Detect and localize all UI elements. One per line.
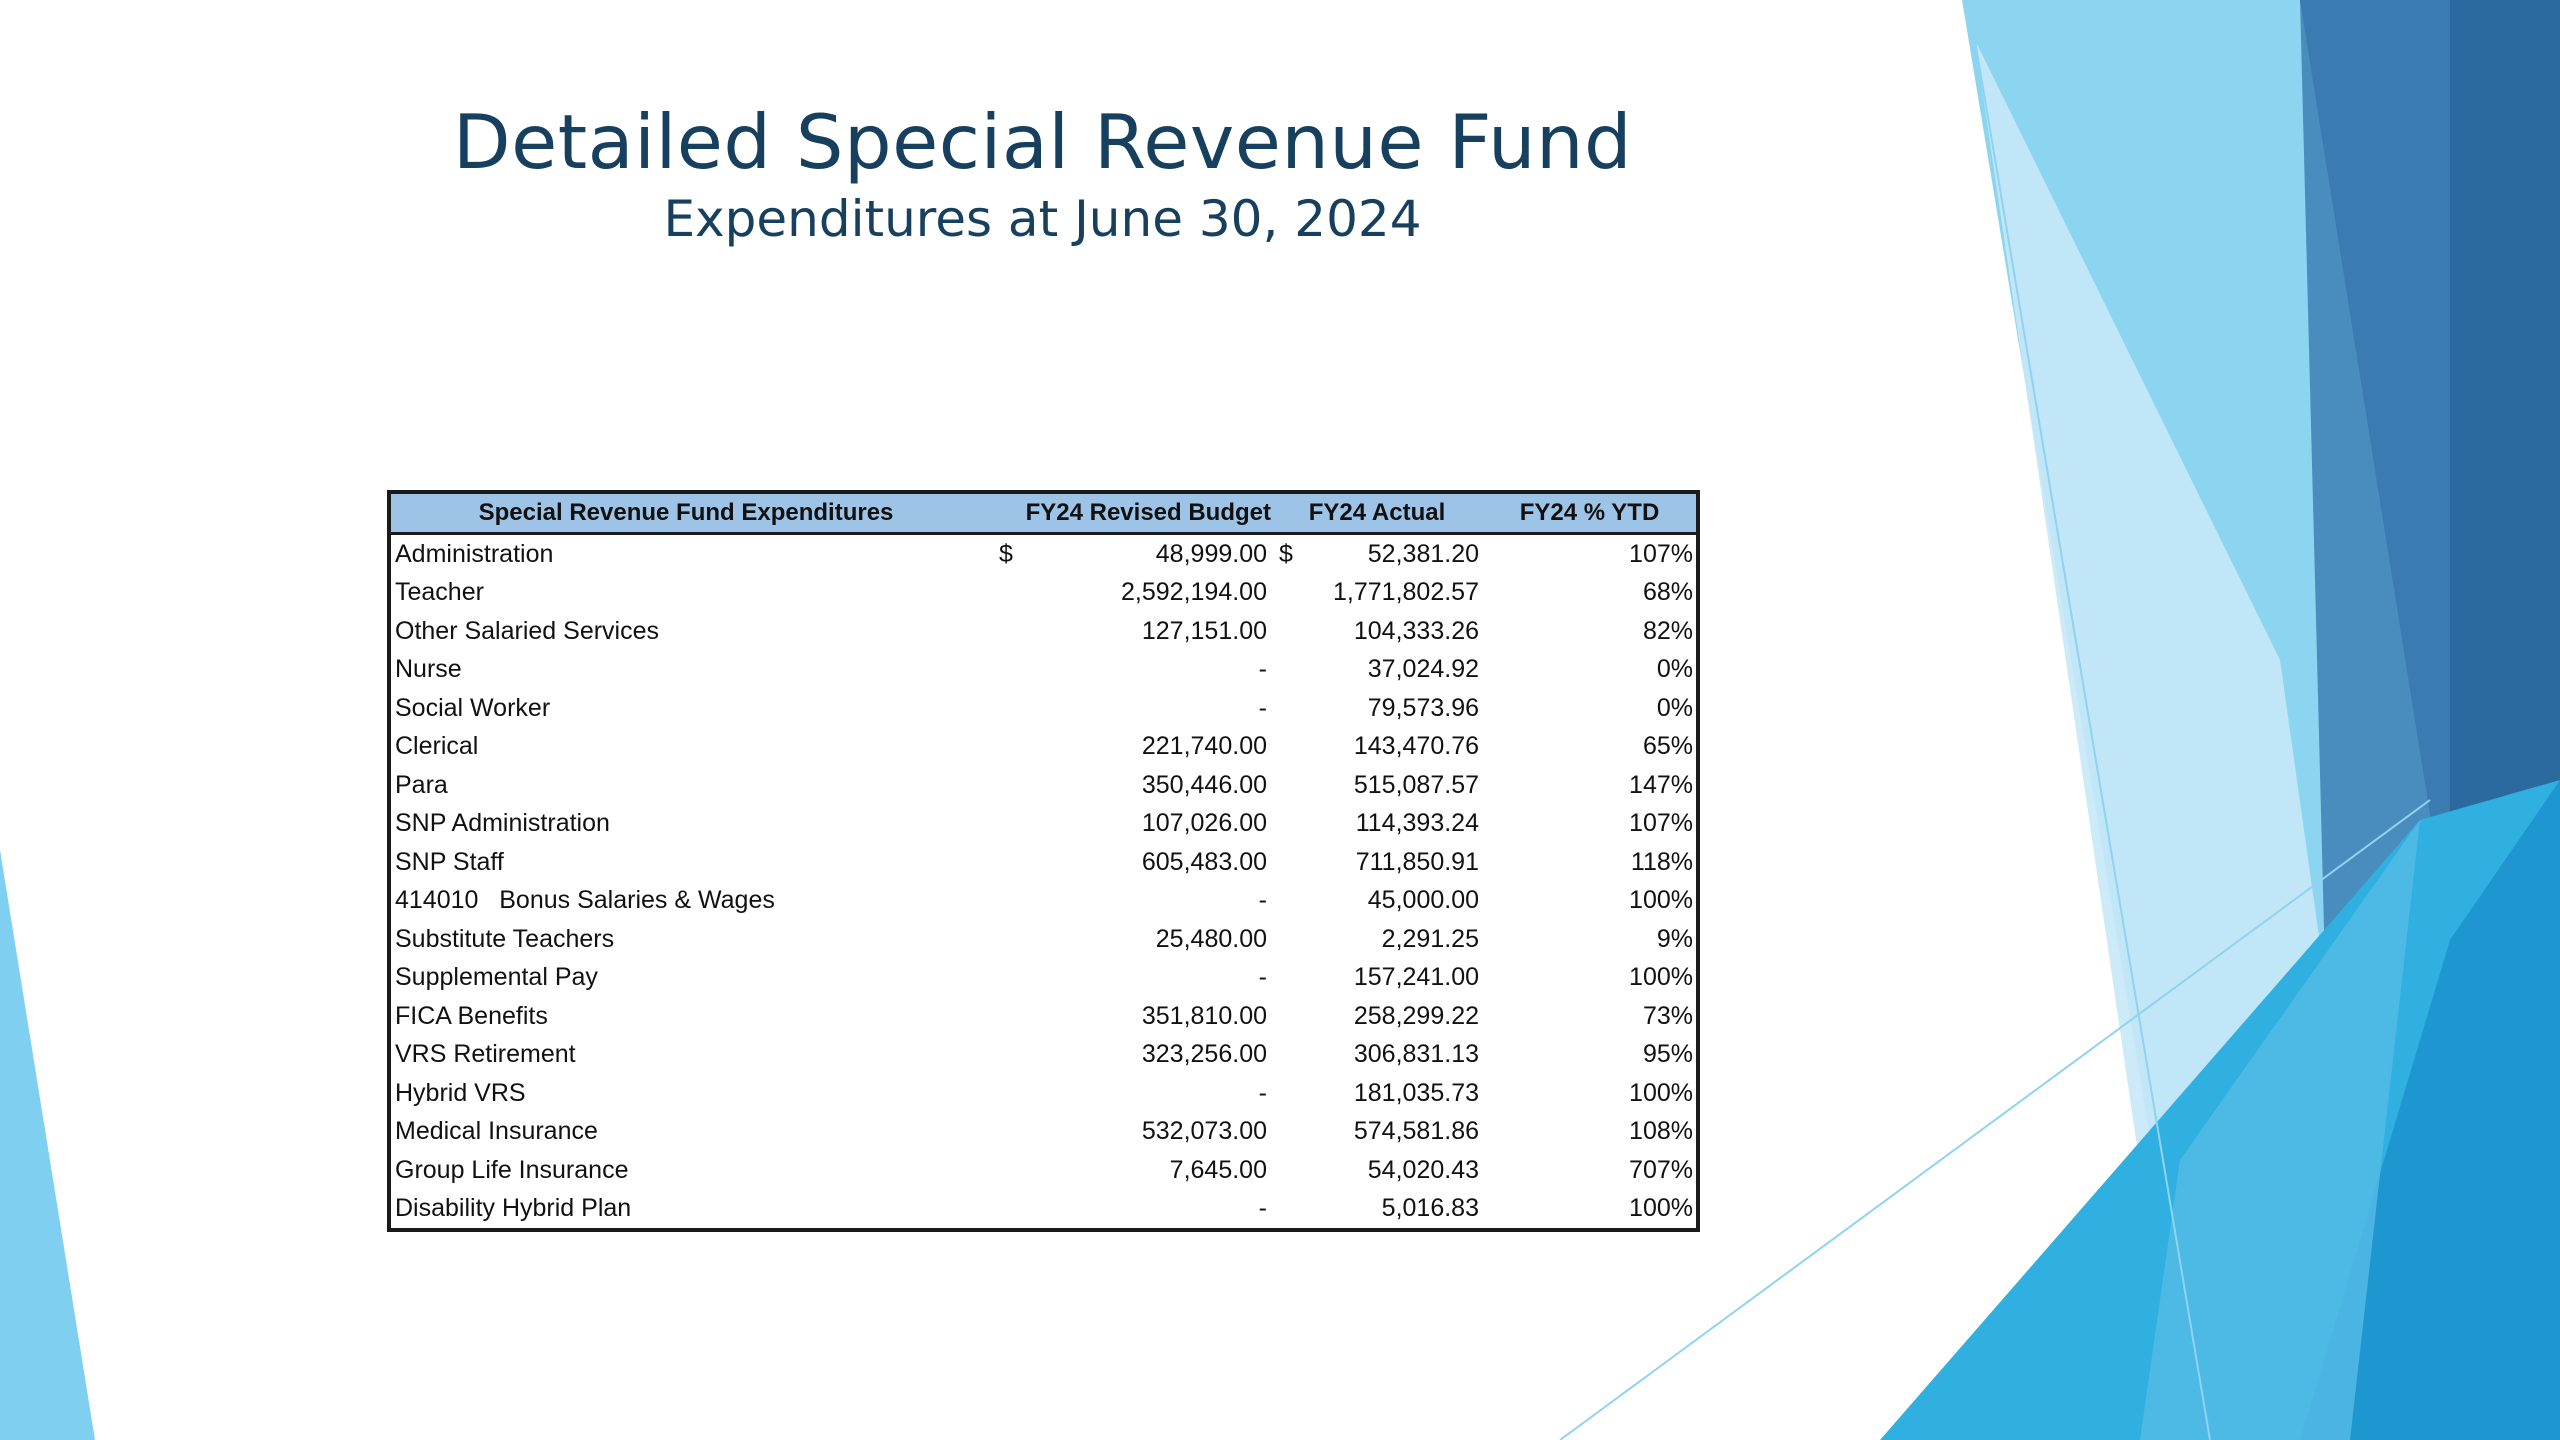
table-row (391, 1151, 1696, 1190)
cell-pct-ytd (1483, 1190, 1696, 1229)
cell-pct-ytd (1483, 766, 1696, 805)
cell-category (391, 805, 981, 844)
currency-symbol: $ (999, 539, 1013, 568)
table-row (391, 534, 1696, 574)
actual-value: 54,020.43 (1367, 1155, 1479, 1184)
header-revised-budget: FY24 Revised Budget (981, 494, 1271, 534)
table-row (391, 805, 1696, 844)
budget-value: 532,073.00 (1141, 1117, 1267, 1146)
cell-revised-budget (981, 997, 1271, 1036)
pct-value: 0% (1656, 655, 1693, 684)
budget-value: 221,740.00 (1141, 732, 1267, 761)
budget-value: 351,810.00 (1141, 1001, 1267, 1030)
pct-value: 107% (1629, 809, 1693, 838)
actual-value: 2,291.25 (1381, 924, 1479, 953)
category-label: Hybrid VRS (395, 1078, 526, 1107)
category-label: Group Life Insurance (395, 1155, 629, 1184)
table-row (391, 920, 1696, 959)
cell-revised-budget (981, 1190, 1271, 1229)
actual-value: 52,381.20 (1367, 539, 1479, 568)
cell-pct-ytd (1483, 689, 1696, 728)
cell-pct-ytd (1483, 574, 1696, 613)
cell-actual (1271, 997, 1483, 1036)
actual-value: 114,393.24 (1355, 809, 1479, 838)
category-label: 414010 Bonus Salaries & Wages (395, 886, 775, 915)
cell-category (391, 689, 981, 728)
table-row (391, 689, 1696, 728)
actual-value: 37,024.92 (1367, 655, 1479, 684)
category-label: VRS Retirement (395, 1040, 576, 1069)
cell-actual (1271, 1036, 1483, 1075)
budget-value: 7,645.00 (1169, 1155, 1267, 1184)
deco-left-sliver (0, 850, 95, 1440)
pct-value: 100% (1629, 1078, 1693, 1107)
cell-revised-budget (981, 959, 1271, 998)
cell-actual (1271, 728, 1483, 767)
pct-value: 107% (1629, 539, 1693, 568)
pct-value: 118% (1630, 847, 1693, 876)
cell-pct-ytd (1483, 997, 1696, 1036)
header-pct-ytd: FY24 % YTD (1483, 494, 1696, 534)
budget-value: 605,483.00 (1141, 847, 1267, 876)
table-row (391, 1036, 1696, 1075)
cell-category (391, 766, 981, 805)
actual-value: 306,831.13 (1353, 1040, 1479, 1069)
currency-symbol: $ (1279, 539, 1293, 568)
cell-revised-budget (981, 805, 1271, 844)
pct-value: 100% (1629, 1194, 1693, 1223)
table-row (391, 612, 1696, 651)
actual-value: 104,333.26 (1353, 616, 1479, 645)
cell-revised-budget (981, 612, 1271, 651)
cell-category (391, 651, 981, 690)
table-row (391, 997, 1696, 1036)
cell-actual (1271, 1074, 1483, 1113)
budget-value: 2,592,194.00 (1121, 578, 1267, 607)
cell-revised-budget (981, 766, 1271, 805)
budget-value: 127,151.00 (1141, 616, 1267, 645)
cell-revised-budget (981, 534, 1271, 574)
table-row (391, 959, 1696, 998)
cell-revised-budget (981, 843, 1271, 882)
category-label: Nurse (395, 655, 462, 684)
pct-value: 95% (1642, 1040, 1693, 1069)
pct-value: 100% (1629, 886, 1693, 915)
header-actual: FY24 Actual (1271, 494, 1483, 534)
category-label: SNP Staff (395, 847, 504, 876)
category-label: FICA Benefits (395, 1001, 548, 1030)
cell-actual (1271, 766, 1483, 805)
actual-value: 258,299.22 (1353, 1001, 1479, 1030)
expenditures-table-container (387, 490, 1700, 1232)
actual-value: 157,241.00 (1353, 963, 1479, 992)
category-label: Para (395, 770, 448, 799)
cell-actual (1271, 534, 1483, 574)
cell-category (391, 574, 981, 613)
cell-actual (1271, 651, 1483, 690)
table-row (391, 1190, 1696, 1229)
budget-value: - (1258, 655, 1267, 684)
cell-category (391, 1190, 981, 1229)
pct-value: 100% (1629, 963, 1693, 992)
pct-value: 0% (1656, 693, 1693, 722)
cell-category (391, 1113, 981, 1152)
budget-value: - (1258, 1194, 1267, 1223)
actual-value: 79,573.96 (1367, 693, 1479, 722)
cell-revised-budget (981, 689, 1271, 728)
cell-revised-budget (981, 1151, 1271, 1190)
table-row (391, 651, 1696, 690)
cell-actual (1271, 959, 1483, 998)
category-label: Other Salaried Services (395, 616, 660, 645)
actual-value: 45,000.00 (1367, 886, 1479, 915)
actual-value: 711,850.91 (1355, 847, 1479, 876)
cell-category (391, 1074, 981, 1113)
cell-pct-ytd (1483, 882, 1696, 921)
cell-revised-budget (981, 1036, 1271, 1075)
cell-revised-budget (981, 651, 1271, 690)
cell-pct-ytd (1483, 1113, 1696, 1152)
table-row (391, 843, 1696, 882)
category-label: Teacher (395, 578, 484, 607)
pct-value: 65% (1642, 732, 1693, 761)
budget-value: - (1258, 693, 1267, 722)
pct-value: 9% (1656, 924, 1693, 953)
budget-value: 25,480.00 (1155, 924, 1267, 953)
cell-category (391, 959, 981, 998)
cell-pct-ytd (1483, 1151, 1696, 1190)
table-row (391, 1074, 1696, 1113)
cell-actual (1271, 843, 1483, 882)
cell-category (391, 882, 981, 921)
cell-category (391, 920, 981, 959)
cell-actual (1271, 574, 1483, 613)
actual-value: 515,087.57 (1353, 770, 1479, 799)
budget-value: 350,446.00 (1141, 770, 1267, 799)
category-label: Clerical (395, 732, 479, 761)
cell-pct-ytd (1483, 843, 1696, 882)
slide-subtitle: Expenditures at June 30, 2024 (663, 190, 1422, 248)
pct-value: 707% (1629, 1155, 1693, 1184)
pct-value: 147% (1629, 770, 1693, 799)
actual-value: 1,771,802.57 (1333, 578, 1479, 607)
cell-actual (1271, 920, 1483, 959)
table-header-row (391, 494, 1696, 534)
pct-value: 108% (1629, 1117, 1693, 1146)
cell-category (391, 1151, 981, 1190)
cell-pct-ytd (1483, 728, 1696, 767)
cell-pct-ytd (1483, 805, 1696, 844)
budget-value: 323,256.00 (1141, 1040, 1267, 1069)
cell-pct-ytd (1483, 920, 1696, 959)
category-label: Substitute Teachers (395, 924, 615, 953)
cell-category (391, 843, 981, 882)
cell-pct-ytd (1483, 959, 1696, 998)
cell-revised-budget (981, 1074, 1271, 1113)
cell-revised-budget (981, 920, 1271, 959)
table-row (391, 574, 1696, 613)
cell-category (391, 1036, 981, 1075)
category-label: Supplemental Pay (395, 963, 598, 992)
table-row (391, 1113, 1696, 1152)
table-row (391, 766, 1696, 805)
pct-value: 73% (1642, 1001, 1693, 1030)
cell-category (391, 997, 981, 1036)
budget-value: - (1258, 886, 1267, 915)
category-label: Administration (395, 539, 554, 568)
cell-actual (1271, 1190, 1483, 1229)
cell-actual (1271, 805, 1483, 844)
cell-actual (1271, 1113, 1483, 1152)
cell-category (391, 612, 981, 651)
cell-actual (1271, 689, 1483, 728)
pct-value: 82% (1642, 616, 1693, 645)
table-row (391, 882, 1696, 921)
category-label: SNP Administration (395, 809, 610, 838)
cell-pct-ytd (1483, 612, 1696, 651)
category-label: Social Worker (395, 693, 551, 722)
actual-value: 5,016.83 (1381, 1194, 1479, 1223)
actual-value: 574,581.86 (1353, 1117, 1479, 1146)
cell-pct-ytd (1483, 534, 1696, 574)
budget-value: 48,999.00 (1155, 539, 1267, 568)
cell-actual (1271, 882, 1483, 921)
cell-revised-budget (981, 728, 1271, 767)
category-label: Disability Hybrid Plan (395, 1194, 632, 1223)
cell-revised-budget (981, 1113, 1271, 1152)
budget-value: 107,026.00 (1141, 809, 1267, 838)
cell-revised-budget (981, 574, 1271, 613)
category-label: Medical Insurance (395, 1117, 598, 1146)
actual-value: 143,470.76 (1353, 732, 1479, 761)
cell-pct-ytd (1483, 1074, 1696, 1113)
cell-actual (1271, 612, 1483, 651)
budget-value: - (1258, 1078, 1267, 1107)
cell-actual (1271, 1151, 1483, 1190)
table-body (391, 534, 1696, 1229)
cell-category (391, 534, 981, 574)
table-row (391, 728, 1696, 767)
cell-pct-ytd (1483, 651, 1696, 690)
cell-category (391, 728, 981, 767)
budget-value: - (1258, 963, 1267, 992)
cell-revised-budget (981, 882, 1271, 921)
actual-value: 181,035.73 (1353, 1078, 1479, 1107)
pct-value: 68% (1642, 578, 1693, 607)
header-category: Special Revenue Fund Expenditures (391, 494, 981, 534)
expenditures-table (391, 494, 1696, 1228)
cell-pct-ytd (1483, 1036, 1696, 1075)
slide-title: Detailed Special Revenue Fund (452, 98, 1633, 186)
